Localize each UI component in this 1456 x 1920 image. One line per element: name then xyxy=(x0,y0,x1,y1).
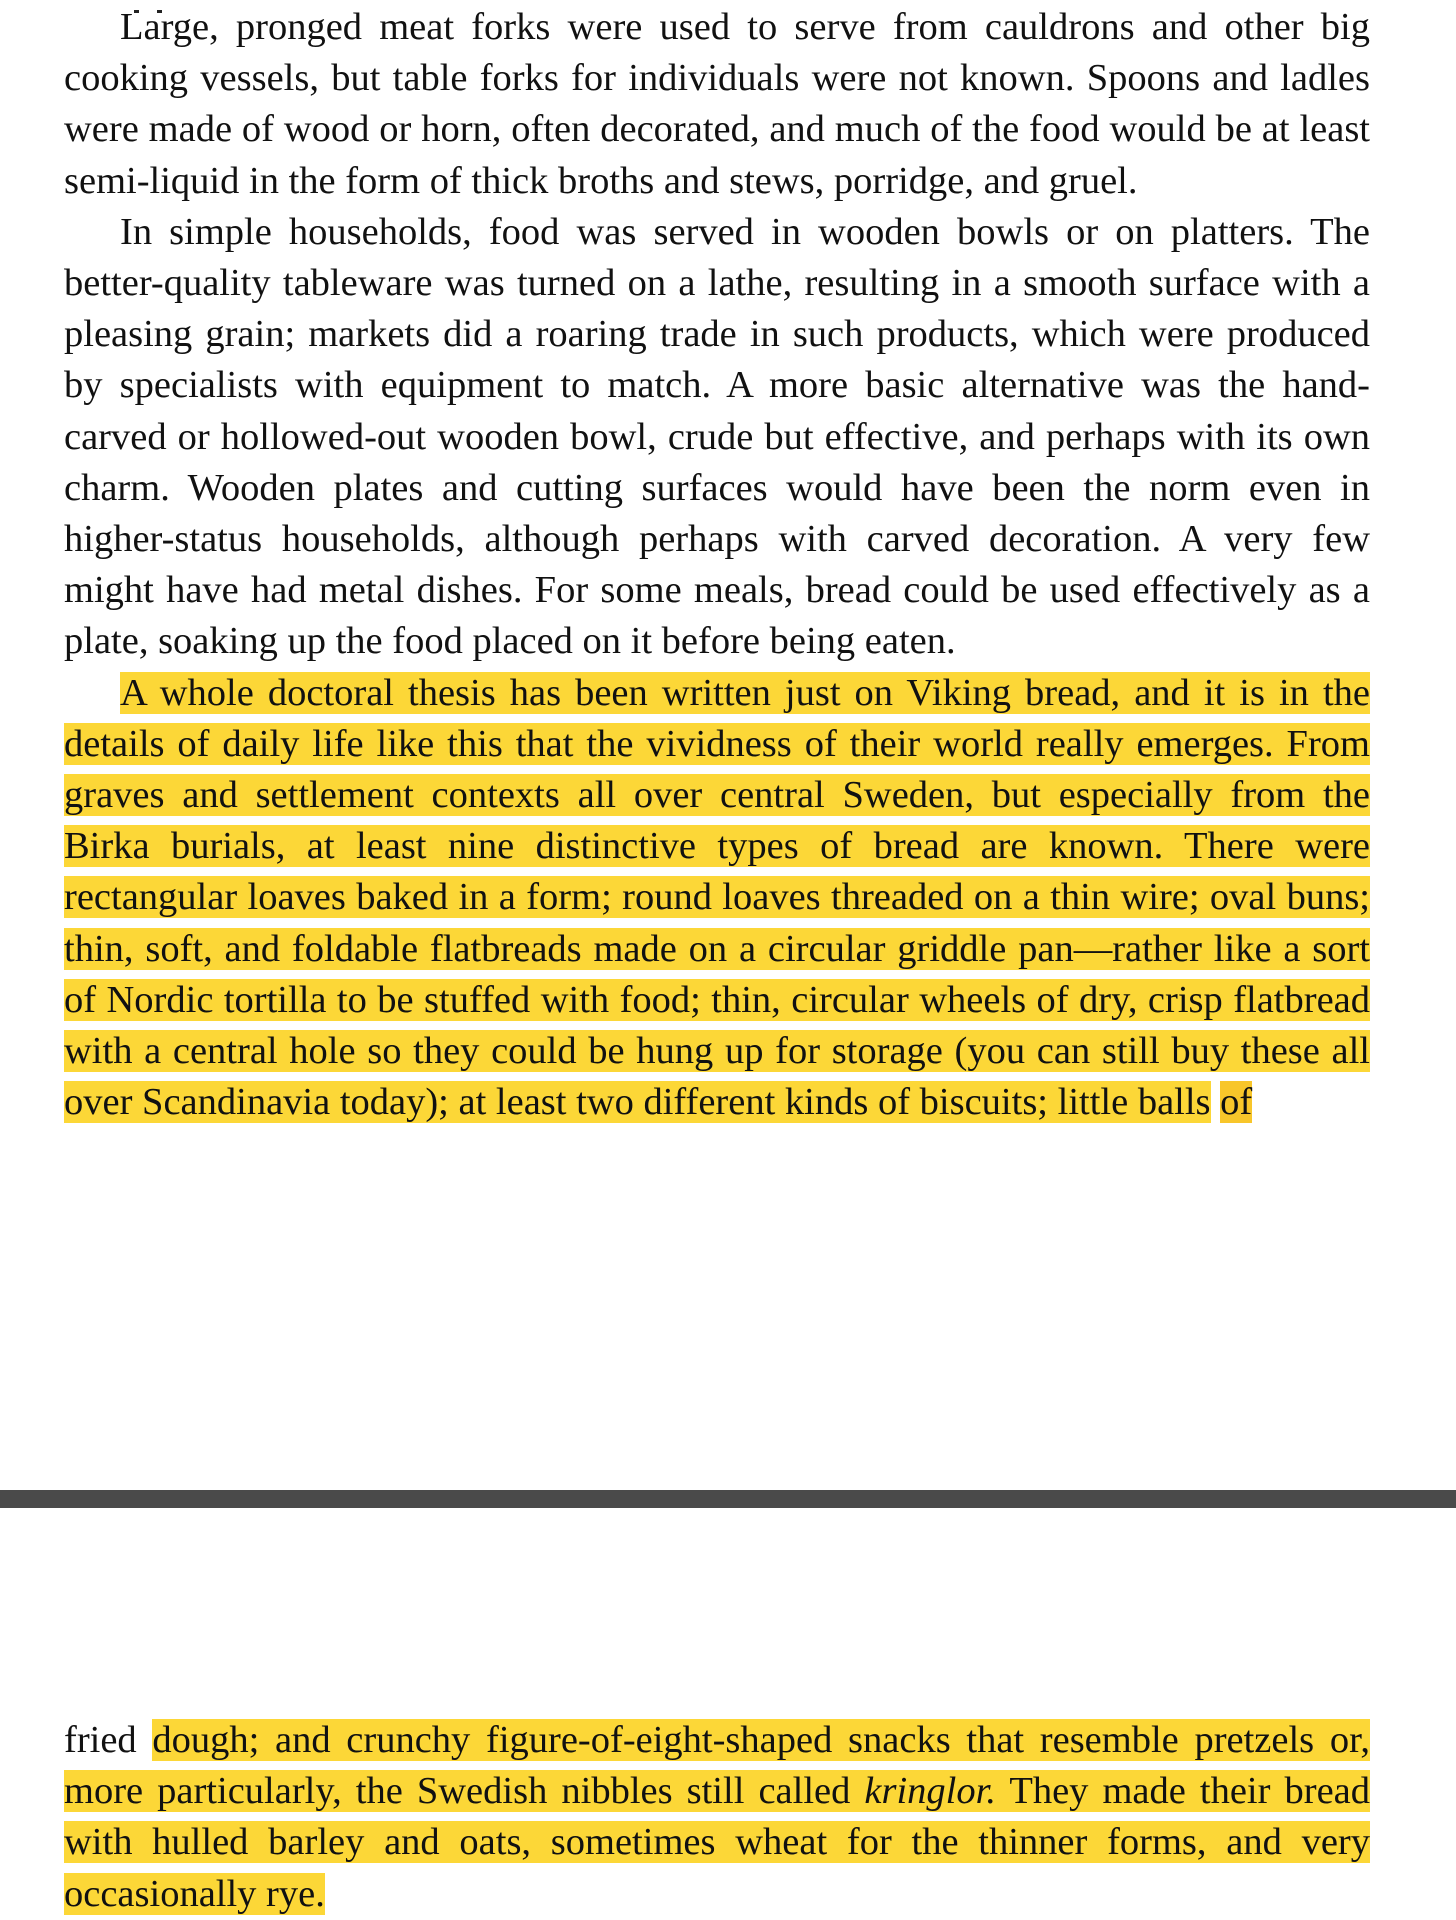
italic-term: kringlor. xyxy=(864,1770,996,1813)
page-one-text xyxy=(64,2,1370,1128)
page-divider xyxy=(0,1490,1456,1508)
paragraph-continuation xyxy=(64,1715,1370,1920)
highlighted-text-part-1: dough; and crunchy figure-of-eight-shaped snacks that resemble pretzels or, more particularly, the Swedish nibbles still called xyxy=(64,1719,1370,1813)
paragraph-forks-spoons: Large, pronged meat forks were used to serve from cauldrons and other big cooking vessels, but table forks for individuals were not known. Spoons and ladles were made of wood or horn, often decorated, and much of the food would be at least semi-liquid in the form of thick broths and stews, porridge, and gruel. xyxy=(64,6,1370,202)
highlighted-italic-term xyxy=(864,1770,996,1812)
paragraph-viking-bread xyxy=(64,668,1370,1129)
page-two-text xyxy=(64,1715,1370,1920)
highlighted-text: A whole doctoral thesis has been written just on Viking bread, and it is in the details of daily life like this that the vividness of their world really emerges. From graves and settlement contexts all over central Sweden, but especially from the Birka burials, at least nine distinctive types of bread are known. There were rectangular loaves baked in a form; round loaves threaded on a thin wire; oval buns; thin, soft, and foldable flatbreads made on a circular griddle pan—rather like a sort of Nordic tortilla to be stuffed with food; thin, circular wheels of dry, crisp flatbread with a central hole so they could be hung up for storage (you can still buy these all over Scandinavia today); at least two different kinds of biscuits; little balls xyxy=(64,671,1370,1124)
unhighlighted-lead-word: fried xyxy=(64,1719,137,1761)
highlighted-last-word: of xyxy=(1220,1081,1253,1124)
highlighted-text-part-2: They made their bread with hulled barley and oats, sometimes wheat for the thinner forms, and very occasionally rye. xyxy=(64,1770,1370,1915)
paragraph-tableware: In simple households, food was served in wooden bowls or on platters. The better-quality tableware was turned on a lathe, resulting in a smooth surface with a pleasing grain; markets did a roaring trade in such products, which were produced by specialists with equipment to match. A more basic alternative was the hand-carved or hollowed-out wooden bowl, crude but effective, and perhaps with its own charm. Wooden plates and cutting surfaces would have been the norm even in higher-status households, although perhaps with carved decoration. A very few might have had metal dishes. For some meals, bread could be used effectively as a plate, soaking up the food placed on it before being eaten. xyxy=(64,210,1370,663)
